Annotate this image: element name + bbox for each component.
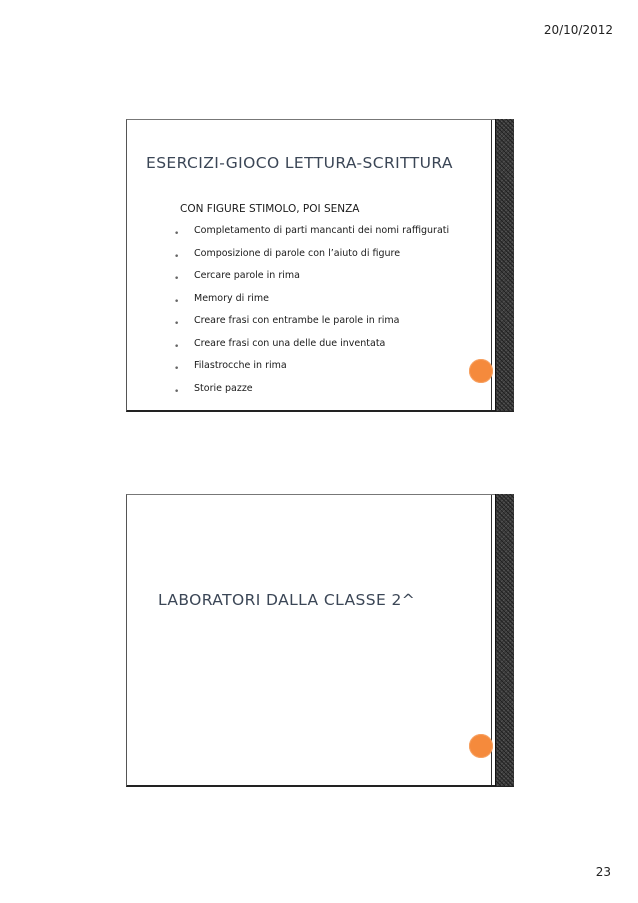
- bullet-list: [174, 225, 449, 405]
- bullet-icon: •: [174, 274, 180, 284]
- list-item: [174, 338, 449, 361]
- decorative-side-bar: [495, 494, 514, 786]
- list-item-text: Composizione di parole con l’aiuto di figure: [194, 247, 401, 259]
- bullet-icon: •: [174, 251, 180, 262]
- page-number: 23: [595, 865, 611, 879]
- orange-circle-icon: [469, 359, 493, 383]
- slide-2: [126, 494, 514, 787]
- list-item: [174, 383, 449, 406]
- list-item-text: Creare frasi con una delle due inventata: [194, 337, 386, 349]
- bullet-icon: •: [174, 229, 180, 239]
- list-item-text: Memory di rime: [194, 292, 269, 304]
- list-item: [174, 270, 449, 293]
- slide-1: [126, 119, 514, 412]
- orange-circle-icon: [469, 734, 493, 758]
- list-item-text: Filastrocche in rima: [194, 360, 287, 371]
- list-item: [174, 248, 449, 271]
- list-item-text: Cercare parole in rima: [194, 270, 300, 281]
- slide-title: ESERCIZI-GIOCO LETTURA-SCRITTURA: [146, 154, 453, 172]
- list-item-text: Completamento di parti mancanti dei nomi raffigurati: [194, 225, 450, 236]
- bullet-icon: •: [174, 296, 180, 307]
- list-item: [174, 315, 449, 338]
- decorative-side-bar: [495, 119, 514, 411]
- bullet-icon: •: [174, 386, 180, 397]
- list-item: [174, 225, 449, 248]
- bullet-icon: •: [174, 364, 180, 374]
- list-item-text: Creare frasi con entrambe le parole in rima: [194, 315, 400, 326]
- list-item: [174, 293, 449, 316]
- list-item: [174, 360, 449, 383]
- page-date: 20/10/2012: [543, 23, 613, 37]
- bullet-icon: •: [174, 319, 180, 329]
- bullet-icon: •: [174, 341, 180, 352]
- slide-subheading: CON FIGURE STIMOLO, POI SENZA: [180, 203, 360, 215]
- slide-title: LABORATORI DALLA CLASSE 2^: [158, 591, 416, 609]
- list-item-text: Storie pazze: [194, 382, 253, 394]
